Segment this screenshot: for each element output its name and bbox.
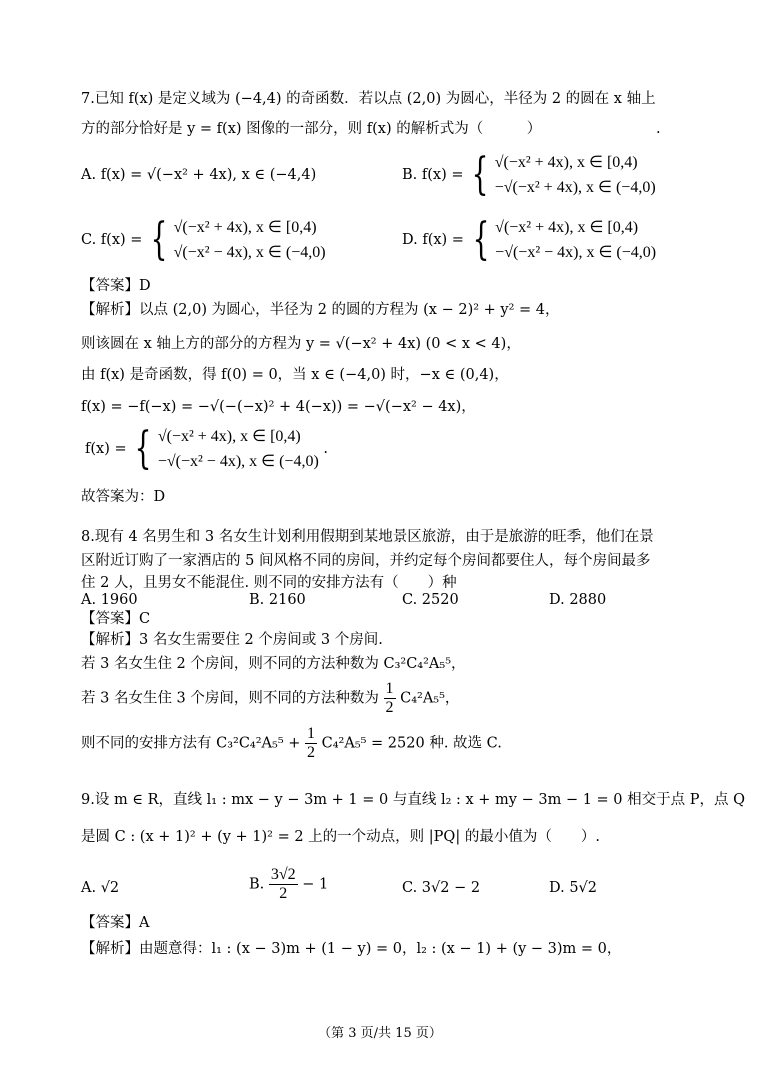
brace-icon: { <box>472 214 489 265</box>
q7-option-c-label: C. f(x) = <box>81 232 143 248</box>
q8-solution-line3-pre: 若 3 名女生住 3 个房间，则不同的方法种数为 <box>81 690 379 707</box>
q9-option-d: D. 5√2 <box>549 880 598 896</box>
q8-solution-line4-pre: 则不同的安排方法有 C₃²C₄²A₅⁵ + <box>81 735 301 752</box>
q8-stem-line2: 区附近订购了一家酒店的 5 间风格不同的房间，并约定每个房间都要住人，每个房间最多 <box>81 553 651 569</box>
q8-solution-line1: 【解析】3 名女生需要住 2 个房间或 3 个房间. <box>81 632 383 648</box>
brace-icon: { <box>134 423 152 474</box>
fraction-denominator: 2 <box>279 885 288 902</box>
q7-stem-line2 <box>81 118 676 140</box>
q9-stem-line1: 9.设 m ∈ R，直线 l₁ : mx − y − 3m + 1 = 0 与直线 l₂ : x + my − 3m − 1 = 0 相交于点 P，点 Q <box>81 792 745 808</box>
q7-solution-piecewise-end: . <box>323 441 328 457</box>
q7-option-d-label: D. f(x) = <box>402 232 464 248</box>
q7-stem-line2-end: . <box>656 121 661 137</box>
q7-option-b <box>402 150 656 200</box>
q7-option-c-cases <box>174 215 326 265</box>
fraction-denominator: 2 <box>385 699 394 716</box>
q7-option-d-cases <box>495 215 656 265</box>
q8-option-c: C. 2520 <box>402 592 459 608</box>
fraction-denominator: 2 <box>307 744 316 761</box>
q9-option-b-label: B. <box>249 876 265 893</box>
fraction-numerator: 3√2 <box>270 866 296 883</box>
q8-option-b: B. 2160 <box>249 592 306 608</box>
brace-icon: { <box>471 149 489 200</box>
q9-option-b-post: − 1 <box>302 876 329 893</box>
q7-stem-line2-text: 方的部分恰好是 y = f(x) 图像的一部分，则 f(x) 的解析式为（ ） <box>81 121 542 137</box>
q7-option-b-case1: √(−x² + 4x), x ∈ [0,4) <box>494 154 638 171</box>
fraction-numerator: 1 <box>385 680 394 697</box>
q7-option-c <box>81 215 326 265</box>
q9-option-c: C. 3√2 − 2 <box>402 880 481 896</box>
q7-solution-line3: 由 f(x) 是奇函数，得 f(0) = 0，当 x ∈ (−4,0) 时，−x ∈ (0,4)， <box>81 367 509 383</box>
brace-icon: { <box>150 214 168 265</box>
q7-solution-line4: f(x) = −f(−x) = −√(−(−x)² + 4(−x)) = −√(−x² − 4x)， <box>81 399 476 415</box>
q7-option-a: A. f(x) = √(−x² + 4x), x ∈ (−4,4) <box>81 167 317 183</box>
q7-stem-line1: 7.已知 f(x) 是定义域为 (−4,4) 的奇函数．若以点 (2,0) 为圆心，半径为 2 的圆在 x 轴上 <box>81 91 656 107</box>
q7-solution-piecewise-label: f(x) = <box>85 441 127 457</box>
fraction-numerator: 1 <box>307 725 316 742</box>
q8-solution-line4-fraction <box>305 725 317 762</box>
q7-solution-case1: √(−x² + 4x), x ∈ [0,4) <box>157 428 301 445</box>
q9-stem-line2: 是圆 C : (x + 1)² + (y + 1)² = 2 上的一个动点，则 |PQ| 的最小值为（ ）. <box>81 829 600 845</box>
q8-solution-line3-post: C₄²A₅⁵， <box>400 690 460 707</box>
q8-option-d: D. 2880 <box>549 592 607 608</box>
q7-option-b-label: B. f(x) = <box>402 167 464 183</box>
q7-option-b-case2: −√(−x² + 4x), x ∈ (−4,0) <box>494 179 656 196</box>
q7-option-c-case1: √(−x² + 4x), x ∈ [0,4) <box>173 219 317 236</box>
q8-solution-line4-post: C₄²A₅⁵ = 2520 种. 故选 C. <box>321 735 502 752</box>
q8-solution-line4 <box>81 725 502 762</box>
q9-option-a: A. √2 <box>81 880 120 896</box>
q7-option-d <box>402 215 656 265</box>
q8-stem-line3: 住 2 人，且男女不能混住. 则不同的安排方法有（ ）种 <box>81 575 457 591</box>
page-footer: （第 3 页/共 15 页） <box>318 1026 442 1041</box>
q7-solution-cases <box>158 424 319 474</box>
q7-option-d-case1: √(−x² + 4x), x ∈ [0,4) <box>495 219 639 236</box>
q9-option-b-fraction <box>269 866 298 903</box>
q8-solution-line2: 若 3 名女生住 2 个房间，则不同的方法种数为 C₃²C₄²A₅⁵， <box>81 656 466 672</box>
q7-option-d-case2: −√(−x² − 4x), x ∈ (−4,0) <box>495 244 657 261</box>
q7-answer: 【答案】D <box>81 278 151 294</box>
q7-solution-piecewise <box>85 424 328 474</box>
q7-conclusion: 故答案为：D <box>81 489 166 505</box>
q7-solution-case2: −√(−x² − 4x), x ∈ (−4,0) <box>157 453 319 470</box>
q7-solution-line1: 【解析】以点 (2,0) 为圆心，半径为 2 的圆的方程为 (x − 2)² + y² = 4， <box>81 302 560 318</box>
q8-solution-line3 <box>81 680 459 717</box>
q7-solution-line2: 则该圆在 x 轴上方的部分的方程为 y = √(−x² + 4x) (0 < x < 4)， <box>81 336 521 352</box>
q9-answer: 【答案】A <box>81 915 150 931</box>
q9-solution-line1: 【解析】由题意得：l₁ : (x − 3)m + (1 − y) = 0，l₂ : (x − 1) + (y − 3)m = 0， <box>81 941 622 957</box>
q8-answer: 【答案】C <box>81 611 151 627</box>
q7-option-b-cases <box>495 150 656 200</box>
q9-option-b <box>249 866 328 903</box>
q8-option-a: A. 1960 <box>81 592 138 608</box>
q7-option-c-case2: √(−x² − 4x), x ∈ (−4,0) <box>173 244 326 261</box>
q8-stem-line1: 8.现有 4 名男生和 3 名女生计划利用假期到某地景区旅游，由于是旅游的旺季，他们在景 <box>81 529 654 545</box>
q8-solution-line3-fraction <box>384 680 396 717</box>
